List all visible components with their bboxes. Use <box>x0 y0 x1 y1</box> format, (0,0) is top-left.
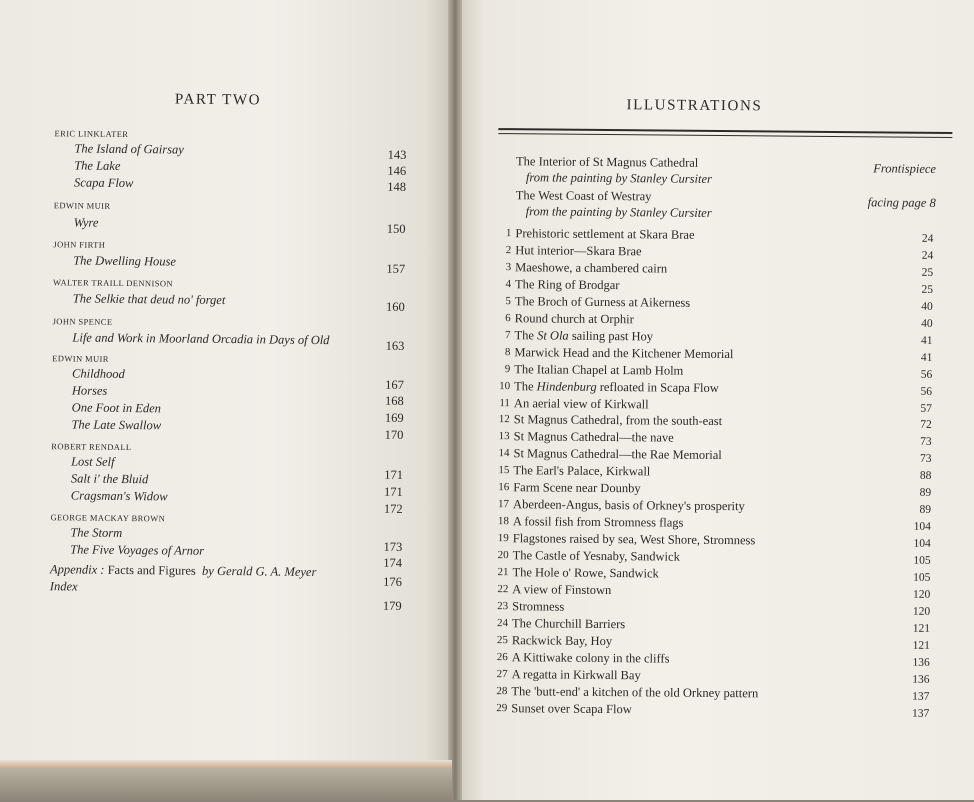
illustration-page-number: 72 <box>920 419 932 432</box>
caption-text: The Ring of Brodgar <box>514 277 620 292</box>
page-number: 171 <box>384 484 403 499</box>
page-number: 176 <box>383 574 402 589</box>
illustration-page-number: 136 <box>912 673 930 686</box>
illustration-caption <box>512 616 625 632</box>
caption-text: St Magnus Cathedral, from the south-east <box>513 412 723 429</box>
illustration-caption <box>513 480 641 496</box>
illustration-number: 28 <box>496 684 508 697</box>
page-number: 171 <box>384 467 404 482</box>
illustration-caption <box>512 565 658 581</box>
illustration-number: 12 <box>498 413 510 426</box>
index-label: Index <box>49 579 78 594</box>
illustration-caption <box>514 328 653 344</box>
illustration-caption <box>512 582 611 598</box>
illustration-number: 14 <box>498 447 510 460</box>
page-number: 163 <box>385 338 405 353</box>
illustration-page-number: 40 <box>921 300 933 313</box>
work-title: The Late Swallow <box>71 417 162 433</box>
illustration-caption <box>514 362 683 378</box>
work-title: The Dwelling House <box>73 253 177 269</box>
illustration-page-number: 56 <box>920 385 933 398</box>
page-number: 167 <box>385 377 405 392</box>
caption-text: Hut interior—Skara Brae <box>515 243 642 259</box>
illustration-number: 27 <box>496 667 508 680</box>
illustration-caption <box>514 396 649 412</box>
illustration-number: 19 <box>497 532 509 545</box>
illustration-page-number: 105 <box>913 571 931 584</box>
caption-text: A view of Finstown <box>512 582 612 598</box>
caption-text: The 'butt-end' a kitchen of the old Orkney pattern <box>511 683 759 701</box>
caption-text: Round church at Orphir <box>514 310 634 327</box>
caption-text: Stromness <box>512 599 565 614</box>
page-number: 148 <box>387 179 407 194</box>
caption-text: The Earl's Palace, Kirkwall <box>513 463 651 479</box>
illustration-number: 25 <box>496 633 508 646</box>
illustration-page-number: 105 <box>913 554 931 567</box>
work-title: Childhood <box>71 366 125 382</box>
appendix-entry <box>50 562 317 580</box>
illustration-number: 17 <box>498 498 510 511</box>
illustration-page-number: 40 <box>921 317 933 330</box>
caption-text: Maeshowe, a chambered cairn <box>515 260 668 276</box>
work-title: The Five Voyages of Arnor <box>70 542 205 558</box>
illustration-caption <box>514 345 733 362</box>
illustration-number: 3 <box>505 261 512 274</box>
work-title: Horses <box>71 383 108 398</box>
illustration-caption <box>514 413 722 430</box>
plate-title: The West Coast of Westray <box>515 188 652 204</box>
page-number: 150 <box>386 221 406 236</box>
illustration-caption <box>512 667 641 683</box>
caption-text: Flagstones raised by sea, West Shore, Stromness <box>512 531 756 548</box>
illustration-caption <box>512 633 612 649</box>
illustration-caption <box>513 514 684 530</box>
illustration-caption <box>512 650 670 666</box>
illustration-caption <box>515 277 620 293</box>
work-title: Cragsman's Widow <box>70 488 168 504</box>
illustration-caption <box>513 497 745 514</box>
illustration-page-number: 104 <box>913 520 931 534</box>
illustration-page-number: 104 <box>913 537 931 550</box>
illustration-number: 23 <box>497 599 509 613</box>
plate-position: Frontispiece <box>873 161 937 176</box>
illustration-caption <box>515 294 690 311</box>
illustration-page-number: 73 <box>919 453 932 466</box>
page-number: 170 <box>384 427 404 442</box>
illustration-caption <box>515 311 634 327</box>
caption-text: Rackwick Bay, Hoy <box>511 633 613 648</box>
plate-credit: from the painting by Stanley Cursiter <box>525 170 712 186</box>
page-number: 160 <box>385 299 405 314</box>
page-number: 172 <box>383 501 403 516</box>
illustration-number: 15 <box>498 464 510 477</box>
caption-text: The Castle of Yesnaby, Sandwick <box>512 548 680 564</box>
author-name: JOHN SPENCE <box>52 316 113 327</box>
author-name: ERIC LINKLATER <box>54 128 129 140</box>
plate-credit: from the painting by Stanley Cursiter <box>525 204 712 220</box>
index-entry <box>50 579 78 594</box>
illustration-caption <box>513 531 756 548</box>
illustration-number: 10 <box>499 379 511 392</box>
caption-text: A Kittiwake colony in the cliffs <box>511 649 670 666</box>
appendix-author: by Gerald G. A. Meyer <box>201 563 317 580</box>
author-name: EDWIN MUIR <box>53 200 111 211</box>
work-title: Salt i' the Bluid <box>70 471 149 487</box>
illustration-number: 7 <box>505 328 511 341</box>
appendix-title: Facts and Figures <box>107 562 196 578</box>
illustration-number: 11 <box>499 396 511 409</box>
caption-text: A regatta in Kirkwall Bay <box>511 666 641 683</box>
author-name: EDWIN MUIR <box>52 353 109 364</box>
illustration-number: 20 <box>497 549 509 562</box>
illustration-page-number: 136 <box>912 656 930 669</box>
illustration-page-number: 121 <box>912 639 930 652</box>
illustration-page-number: 137 <box>911 707 930 720</box>
caption-text: Sunset over Scapa Flow <box>511 700 632 716</box>
caption-text: Prehistoric settlement at Skara Brae <box>515 226 695 242</box>
plate-title: The Interior of St Magnus Cathedral <box>516 154 699 170</box>
work-title: Lost Self <box>71 454 115 469</box>
work-title: The Selkie that deud no' forget <box>72 291 226 308</box>
illustration-page-number: 89 <box>919 503 932 517</box>
caption-text: St Magnus Cathedral—the Rae Memorial <box>513 446 722 463</box>
illustration-number: 5 <box>505 294 511 307</box>
work-title: Life and Work in Moorland Orcadia in Days of Old <box>72 330 330 348</box>
illustration-caption <box>515 243 641 259</box>
illustration-number: 24 <box>496 616 509 630</box>
caption-text: The <box>514 378 537 393</box>
illustration-number: 8 <box>504 345 511 358</box>
page-number: 169 <box>384 410 404 425</box>
illustration-caption <box>514 430 674 446</box>
caption-text: Farm Scene near Dounby <box>513 480 641 496</box>
illustration-number: 18 <box>497 515 509 528</box>
illustration-number: 16 <box>498 481 510 494</box>
illustration-caption <box>515 226 694 243</box>
author-name: GEORGE MACKAY BROWN <box>50 512 166 524</box>
caption-text: The Italian Chapel at Lamb Holm <box>514 361 684 378</box>
illustration-page-number: 24 <box>921 232 934 245</box>
page-number: 157 <box>386 261 406 276</box>
illustration-number: 4 <box>505 277 512 291</box>
caption-text: The <box>514 327 538 343</box>
appendix-label: Appendix : <box>49 562 105 577</box>
illustration-caption <box>514 379 719 396</box>
illustration-caption <box>511 701 632 717</box>
caption-text: refloated in Scapa Flow <box>596 379 719 395</box>
illustration-number: 26 <box>496 650 508 663</box>
caption-text: sailing past Hoy <box>568 328 654 344</box>
illustration-page-number: 25 <box>921 283 934 296</box>
caption-text: St Magnus Cathedral—the nave <box>513 429 674 446</box>
plate-position: facing page 8 <box>867 195 936 210</box>
illustration-caption <box>512 599 564 614</box>
illustration-page-number: 24 <box>921 249 934 262</box>
work-title: Wyre <box>73 215 99 230</box>
caption-ship-name: Hindenburg <box>536 378 597 394</box>
caption-text: The Churchill Barriers <box>511 616 626 632</box>
work-title: The Storm <box>70 525 123 540</box>
illustration-page-number: 120 <box>913 588 931 601</box>
illustration-item <box>495 701 935 722</box>
illustration-number: 6 <box>505 311 511 324</box>
author-name: WALTER TRAILL DENNISON <box>52 277 173 289</box>
illustration-page-number: 41 <box>920 351 933 364</box>
work-title: Scapa Flow <box>73 175 134 191</box>
illustration-caption <box>511 684 758 701</box>
contents-part-two <box>0 0 456 774</box>
illustration-caption <box>513 447 721 464</box>
part-heading: PART TWO <box>174 91 262 109</box>
illustration-page-number: 121 <box>912 622 931 635</box>
caption-text: Marwick Head and the Kitchener Memorial <box>514 344 734 361</box>
illustrations-list <box>496 150 940 720</box>
work-title: One Foot in Eden <box>71 400 161 416</box>
author-name: ROBERT RENDALL <box>51 441 132 453</box>
illustration-caption <box>515 260 667 276</box>
contents-list <box>49 128 415 613</box>
page-number: 173 <box>383 539 403 554</box>
illustration-number: 9 <box>504 362 511 375</box>
illustration-number: 2 <box>505 244 512 257</box>
page-number: 168 <box>384 393 404 408</box>
illustration-number: 1 <box>505 227 512 240</box>
illustration-page-number: 25 <box>921 266 934 279</box>
illustration-page-number: 57 <box>920 402 932 415</box>
page-number: 179 <box>382 598 402 613</box>
double-rule-bottom <box>498 133 952 138</box>
illustration-page-number: 89 <box>919 487 932 500</box>
illustration-number: 21 <box>497 566 509 579</box>
caption-text: The Hole o' Rowe, Sandwick <box>512 565 659 581</box>
caption-text: The Broch of Gurness at Aikerness <box>514 294 691 310</box>
illustration-page-number: 41 <box>920 334 933 347</box>
illustration-number: 13 <box>498 430 510 443</box>
illustrations-heading: ILLUSTRATIONS <box>626 97 763 115</box>
work-title: The Lake <box>74 158 121 173</box>
illustration-number: 22 <box>497 583 509 596</box>
illustration-caption <box>513 548 680 564</box>
page-number: 146 <box>387 163 407 178</box>
author-name: JOHN FIRTH <box>53 239 106 250</box>
caption-text: Aberdeen-Angus, basis of Orkney's prosperity <box>513 497 745 514</box>
illustrations-list-page <box>455 0 974 802</box>
caption-text: A fossil fish from Stromness flags <box>512 514 684 530</box>
illustration-page-number: 56 <box>920 368 933 381</box>
caption-text: An aerial view of Kirkwall <box>513 395 649 411</box>
illustration-caption <box>513 464 650 480</box>
work-title: The Island of Gairsay <box>74 141 184 157</box>
illustration-page-number: 73 <box>920 436 932 449</box>
illustration-page-number: 120 <box>912 605 931 618</box>
illustration-page-number: 137 <box>912 690 930 703</box>
caption-ship-name: St Ola <box>537 328 569 343</box>
page-number: 143 <box>387 147 407 162</box>
illustration-number: 29 <box>496 701 508 714</box>
illustration-page-number: 88 <box>919 470 932 483</box>
page-number: 174 <box>383 555 403 570</box>
